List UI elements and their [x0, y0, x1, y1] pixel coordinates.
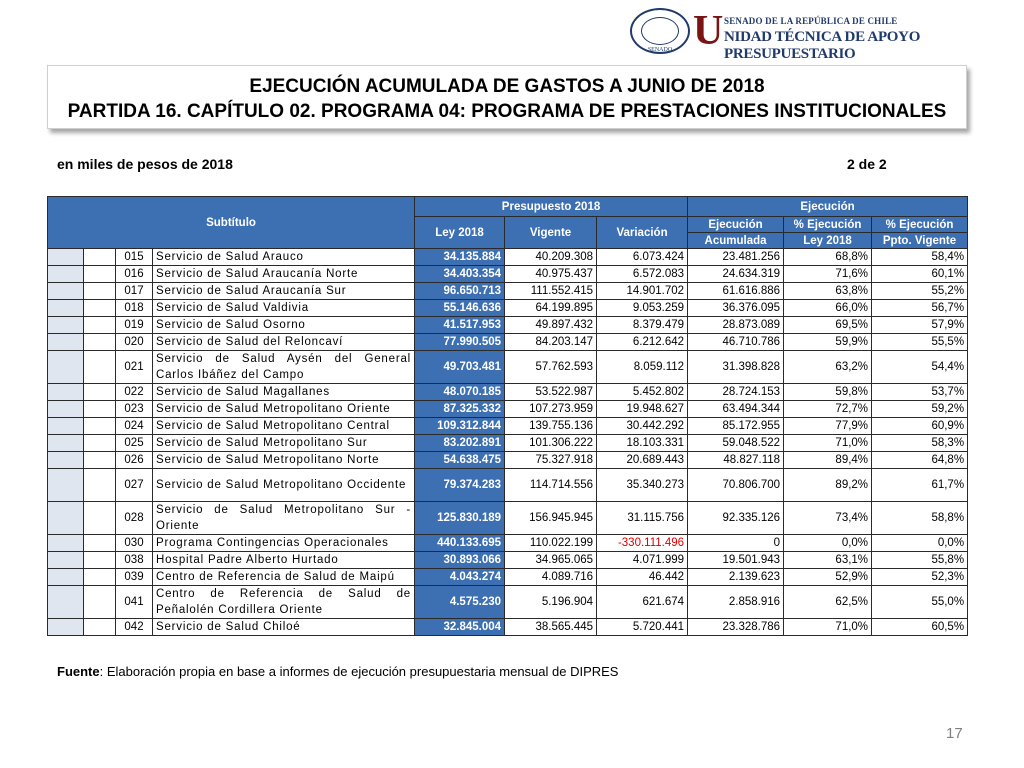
header-pct-ppto-2: Ppto. Vigente	[872, 233, 968, 249]
table-row	[48, 452, 968, 469]
table-row	[48, 586, 968, 619]
row-vigente: 57.762.593	[505, 351, 597, 384]
table-row	[48, 418, 968, 435]
row-ejecucion: 23.328.786	[688, 619, 784, 636]
row-spacer	[48, 586, 84, 619]
logo-unidad-text: NIDAD TÉCNICA DE APOYO PRESUPUESTARIO	[724, 29, 921, 62]
row-pct-ley: 63,8%	[784, 283, 872, 300]
row-name: Servicio de Salud Chiloé	[153, 619, 415, 636]
row-ejecucion: 92.335.126	[688, 502, 784, 535]
row-spacer	[84, 266, 116, 283]
units-label: en miles de pesos de 2018	[57, 156, 233, 172]
row-pct-ley: 66,0%	[784, 300, 872, 317]
row-ejecucion: 2.858.916	[688, 586, 784, 619]
row-name: Servicio de Salud Osorno	[153, 317, 415, 334]
row-ley: 440.133.695	[415, 535, 505, 552]
row-spacer	[48, 334, 84, 351]
table-row	[48, 435, 968, 452]
row-code: 038	[116, 552, 153, 569]
table-row	[48, 469, 968, 502]
row-ley: 109.312.844	[415, 418, 505, 435]
row-spacer	[48, 266, 84, 283]
row-spacer	[48, 552, 84, 569]
table-row	[48, 401, 968, 418]
row-vigente: 110.022.199	[505, 535, 597, 552]
row-name: Servicio de Salud Arauco	[153, 249, 415, 266]
row-spacer	[48, 401, 84, 418]
row-spacer	[84, 283, 116, 300]
row-pct-ley: 59,8%	[784, 384, 872, 401]
row-name: Servicio de Salud Metropolitano Norte	[153, 452, 415, 469]
row-ley: 54.638.475	[415, 452, 505, 469]
row-ley: 55.146.636	[415, 300, 505, 317]
row-code: 027	[116, 469, 153, 502]
row-ley: 87.325.332	[415, 401, 505, 418]
row-spacer	[84, 469, 116, 502]
table-row	[48, 317, 968, 334]
row-pct-ppto: 0,0%	[872, 535, 968, 552]
row-name: Servicio de Salud Metropolitano Occidente	[153, 469, 415, 502]
row-pct-ppto: 61,7%	[872, 469, 968, 502]
row-vigente: 4.089.716	[505, 569, 597, 586]
row-spacer	[48, 317, 84, 334]
row-variacion: 18.103.331	[597, 435, 688, 452]
row-variacion: 6.212.642	[597, 334, 688, 351]
row-ley: 48.070.185	[415, 384, 505, 401]
row-ejecucion: 2.139.623	[688, 569, 784, 586]
row-pct-ley: 59,9%	[784, 334, 872, 351]
seal-text: SENADO	[647, 47, 673, 53]
row-vigente: 34.965.065	[505, 552, 597, 569]
row-vigente: 107.273.959	[505, 401, 597, 418]
row-vigente: 38.565.445	[505, 619, 597, 636]
row-ejecucion: 24.634.319	[688, 266, 784, 283]
table-row	[48, 300, 968, 317]
row-spacer	[84, 452, 116, 469]
row-name: Centro de Referencia de Salud de Maipú	[153, 569, 415, 586]
table-row	[48, 569, 968, 586]
row-ejecucion: 19.501.943	[688, 552, 784, 569]
header-ley: Ley 2018	[415, 217, 505, 249]
row-ejecucion: 28.724.153	[688, 384, 784, 401]
row-spacer	[84, 569, 116, 586]
row-pct-ley: 71,6%	[784, 266, 872, 283]
row-name: Servicio de Salud Valdivia	[153, 300, 415, 317]
row-variacion: 35.340.273	[597, 469, 688, 502]
row-ley: 77.990.505	[415, 334, 505, 351]
row-spacer	[84, 552, 116, 569]
table-row	[48, 502, 968, 535]
page-title: EJECUCIÓN ACUMULADA DE GASTOS A JUNIO DE 2018	[249, 76, 765, 97]
row-spacer	[48, 249, 84, 266]
row-pct-ppto: 59,2%	[872, 401, 968, 418]
row-ejecucion: 48.827.118	[688, 452, 784, 469]
table-row	[48, 384, 968, 401]
header-ejec-acum-1: Ejecución	[688, 217, 784, 233]
table-row	[48, 351, 968, 384]
row-variacion: -330.111.496	[597, 535, 688, 552]
row-variacion: 14.901.702	[597, 283, 688, 300]
row-spacer	[84, 300, 116, 317]
row-code: 030	[116, 535, 153, 552]
row-pct-ppto: 58,4%	[872, 249, 968, 266]
header-pct-ppto-1: % Ejecución	[872, 217, 968, 233]
row-vigente: 84.203.147	[505, 334, 597, 351]
row-code: 020	[116, 334, 153, 351]
row-vigente: 139.755.136	[505, 418, 597, 435]
row-spacer	[84, 619, 116, 636]
row-ejecucion: 63.494.344	[688, 401, 784, 418]
row-pct-ley: 63,2%	[784, 351, 872, 384]
row-variacion: 5.452.802	[597, 384, 688, 401]
row-spacer	[84, 502, 116, 535]
row-name: Servicio de Salud Metropolitano Oriente	[153, 401, 415, 418]
row-pct-ley: 0,0%	[784, 535, 872, 552]
page-of-label: 2 de 2	[847, 156, 887, 172]
row-pct-ppto: 55,0%	[872, 586, 968, 619]
row-ley: 96.650.713	[415, 283, 505, 300]
row-spacer	[84, 317, 116, 334]
row-pct-ley: 63,1%	[784, 552, 872, 569]
row-name: Hospital Padre Alberto Hurtado	[153, 552, 415, 569]
row-pct-ppto: 58,3%	[872, 435, 968, 452]
row-spacer	[48, 351, 84, 384]
row-spacer	[48, 384, 84, 401]
source-label: Fuente	[57, 664, 100, 679]
row-vigente: 114.714.556	[505, 469, 597, 502]
row-pct-ppto: 58,8%	[872, 502, 968, 535]
row-ejecucion: 59.048.522	[688, 435, 784, 452]
row-name: Servicio de Salud Magallanes	[153, 384, 415, 401]
row-ley: 34.135.884	[415, 249, 505, 266]
page-number: 17	[946, 725, 963, 742]
table-row	[48, 552, 968, 569]
row-code: 019	[116, 317, 153, 334]
row-vigente: 40.975.437	[505, 266, 597, 283]
row-code: 017	[116, 283, 153, 300]
row-pct-ppto: 55,8%	[872, 552, 968, 569]
page-subtitle: PARTIDA 16. CAPÍTULO 02. PROGRAMA 04: PROGRAMA DE PRESTACIONES INSTITUCIONALES	[67, 101, 947, 122]
row-ley: 41.517.953	[415, 317, 505, 334]
row-spacer	[48, 452, 84, 469]
row-variacion: 19.948.627	[597, 401, 688, 418]
row-pct-ley: 89,2%	[784, 469, 872, 502]
source-text: : Elaboración propia en base a informes de ejecución presupuestaria mensual de DIPRES	[99, 664, 619, 679]
row-spacer	[48, 418, 84, 435]
row-name: Servicio de Salud Araucanía Sur	[153, 283, 415, 300]
row-name: Servicio de Salud Metropolitano Sur	[153, 435, 415, 452]
row-variacion: 8.379.479	[597, 317, 688, 334]
budget-table	[47, 196, 968, 636]
table-row	[48, 249, 968, 266]
row-vigente: 49.897.432	[505, 317, 597, 334]
header-ejecucion-group: Ejecución	[688, 197, 968, 217]
row-spacer	[48, 569, 84, 586]
row-spacer	[84, 535, 116, 552]
logo-senado-text: SENADO DE LA REPÚBLICA DE CHILE	[724, 16, 898, 26]
row-pct-ley: 68,8%	[784, 249, 872, 266]
row-spacer	[48, 300, 84, 317]
row-ley: 125.830.189	[415, 502, 505, 535]
header-presupuesto: Presupuesto 2018	[415, 197, 688, 217]
seal-emblem-icon	[641, 17, 679, 45]
row-pct-ppto: 56,7%	[872, 300, 968, 317]
row-variacion: 4.071.999	[597, 552, 688, 569]
row-ejecucion: 23.481.256	[688, 249, 784, 266]
logo-letter: U	[693, 8, 724, 54]
row-spacer	[48, 535, 84, 552]
row-variacion: 9.053.259	[597, 300, 688, 317]
row-pct-ppto: 57,9%	[872, 317, 968, 334]
row-ley: 30.893.066	[415, 552, 505, 569]
row-pct-ppto: 55,2%	[872, 283, 968, 300]
row-ejecucion: 0	[688, 535, 784, 552]
row-name: Servicio de Salud Aysén del General Carlos Ibáñez del Campo	[153, 351, 415, 384]
row-variacion: 31.115.756	[597, 502, 688, 535]
row-spacer	[48, 283, 84, 300]
table-row	[48, 283, 968, 300]
row-name: Servicio de Salud Metropolitano Central	[153, 418, 415, 435]
row-ejecucion: 31.398.828	[688, 351, 784, 384]
header-pct-ley-2: Ley 2018	[784, 233, 872, 249]
row-variacion: 621.674	[597, 586, 688, 619]
row-code: 016	[116, 266, 153, 283]
row-ley: 32.845.004	[415, 619, 505, 636]
table-row	[48, 535, 968, 552]
table-row	[48, 266, 968, 283]
row-ley: 4.575.230	[415, 586, 505, 619]
row-ejecucion: 28.873.089	[688, 317, 784, 334]
row-name: Servicio de Salud Metropolitano Sur - Oriente	[153, 502, 415, 535]
row-pct-ley: 69,5%	[784, 317, 872, 334]
senado-seal-logo	[630, 8, 690, 54]
row-spacer	[84, 249, 116, 266]
row-code: 021	[116, 351, 153, 384]
row-ley: 4.043.274	[415, 569, 505, 586]
row-variacion: 5.720.441	[597, 619, 688, 636]
row-name: Centro de Referencia de Salud de Peñalolén Cordillera Oriente	[153, 586, 415, 619]
row-pct-ley: 52,9%	[784, 569, 872, 586]
row-code: 022	[116, 384, 153, 401]
row-vigente: 64.199.895	[505, 300, 597, 317]
row-pct-ley: 71,0%	[784, 619, 872, 636]
row-ley: 79.374.283	[415, 469, 505, 502]
row-variacion: 8.059.112	[597, 351, 688, 384]
row-pct-ley: 89,4%	[784, 452, 872, 469]
row-code: 023	[116, 401, 153, 418]
row-pct-ley: 77,9%	[784, 418, 872, 435]
row-pct-ppto: 60,5%	[872, 619, 968, 636]
row-spacer	[84, 435, 116, 452]
row-pct-ley: 73,4%	[784, 502, 872, 535]
row-pct-ppto: 55,5%	[872, 334, 968, 351]
row-spacer	[84, 384, 116, 401]
source-note	[57, 664, 618, 679]
row-code: 024	[116, 418, 153, 435]
row-ley: 34.403.354	[415, 266, 505, 283]
row-code: 026	[116, 452, 153, 469]
row-pct-ley: 62,5%	[784, 586, 872, 619]
row-ejecucion: 85.172.955	[688, 418, 784, 435]
row-ley: 83.202.891	[415, 435, 505, 452]
row-code: 039	[116, 569, 153, 586]
header-pct-ley-1: % Ejecución	[784, 217, 872, 233]
row-pct-ppto: 53,7%	[872, 384, 968, 401]
row-spacer	[84, 418, 116, 435]
row-vigente: 75.327.918	[505, 452, 597, 469]
row-spacer	[84, 334, 116, 351]
row-vigente: 156.945.945	[505, 502, 597, 535]
row-spacer	[84, 401, 116, 418]
header-variacion: Variación	[597, 217, 688, 249]
row-code: 018	[116, 300, 153, 317]
row-code: 041	[116, 586, 153, 619]
row-pct-ppto: 60,1%	[872, 266, 968, 283]
row-ejecucion: 36.376.095	[688, 300, 784, 317]
row-variacion: 6.572.083	[597, 266, 688, 283]
row-vigente: 111.552.415	[505, 283, 597, 300]
row-code: 015	[116, 249, 153, 266]
row-name: Servicio de Salud Araucanía Norte	[153, 266, 415, 283]
row-name: Servicio de Salud del Reloncaví	[153, 334, 415, 351]
title-box	[47, 65, 967, 129]
row-name: Programa Contingencias Operacionales	[153, 535, 415, 552]
row-pct-ley: 71,0%	[784, 435, 872, 452]
row-pct-ppto: 60,9%	[872, 418, 968, 435]
row-variacion: 30.442.292	[597, 418, 688, 435]
row-pct-ppto: 54,4%	[872, 351, 968, 384]
table-row	[48, 334, 968, 351]
header-subtitulo: Subtítulo	[48, 197, 415, 249]
row-spacer	[48, 619, 84, 636]
row-vigente: 5.196.904	[505, 586, 597, 619]
row-vigente: 40.209.308	[505, 249, 597, 266]
row-spacer	[48, 502, 84, 535]
row-code: 025	[116, 435, 153, 452]
row-variacion: 46.442	[597, 569, 688, 586]
row-variacion: 6.073.424	[597, 249, 688, 266]
row-ejecucion: 70.806.700	[688, 469, 784, 502]
row-code: 042	[116, 619, 153, 636]
row-ejecucion: 61.616.886	[688, 283, 784, 300]
row-pct-ley: 72,7%	[784, 401, 872, 418]
header-ejec-acum-2: Acumulada	[688, 233, 784, 249]
row-vigente: 101.306.222	[505, 435, 597, 452]
row-spacer	[48, 435, 84, 452]
row-spacer	[84, 351, 116, 384]
row-pct-ppto: 64,8%	[872, 452, 968, 469]
row-pct-ppto: 52,3%	[872, 569, 968, 586]
row-ley: 49.703.481	[415, 351, 505, 384]
row-spacer	[48, 469, 84, 502]
table-row	[48, 619, 968, 636]
row-vigente: 53.522.987	[505, 384, 597, 401]
row-ejecucion: 46.710.786	[688, 334, 784, 351]
row-code: 028	[116, 502, 153, 535]
row-variacion: 20.689.443	[597, 452, 688, 469]
row-spacer	[84, 586, 116, 619]
header-vigente: Vigente	[505, 217, 597, 249]
